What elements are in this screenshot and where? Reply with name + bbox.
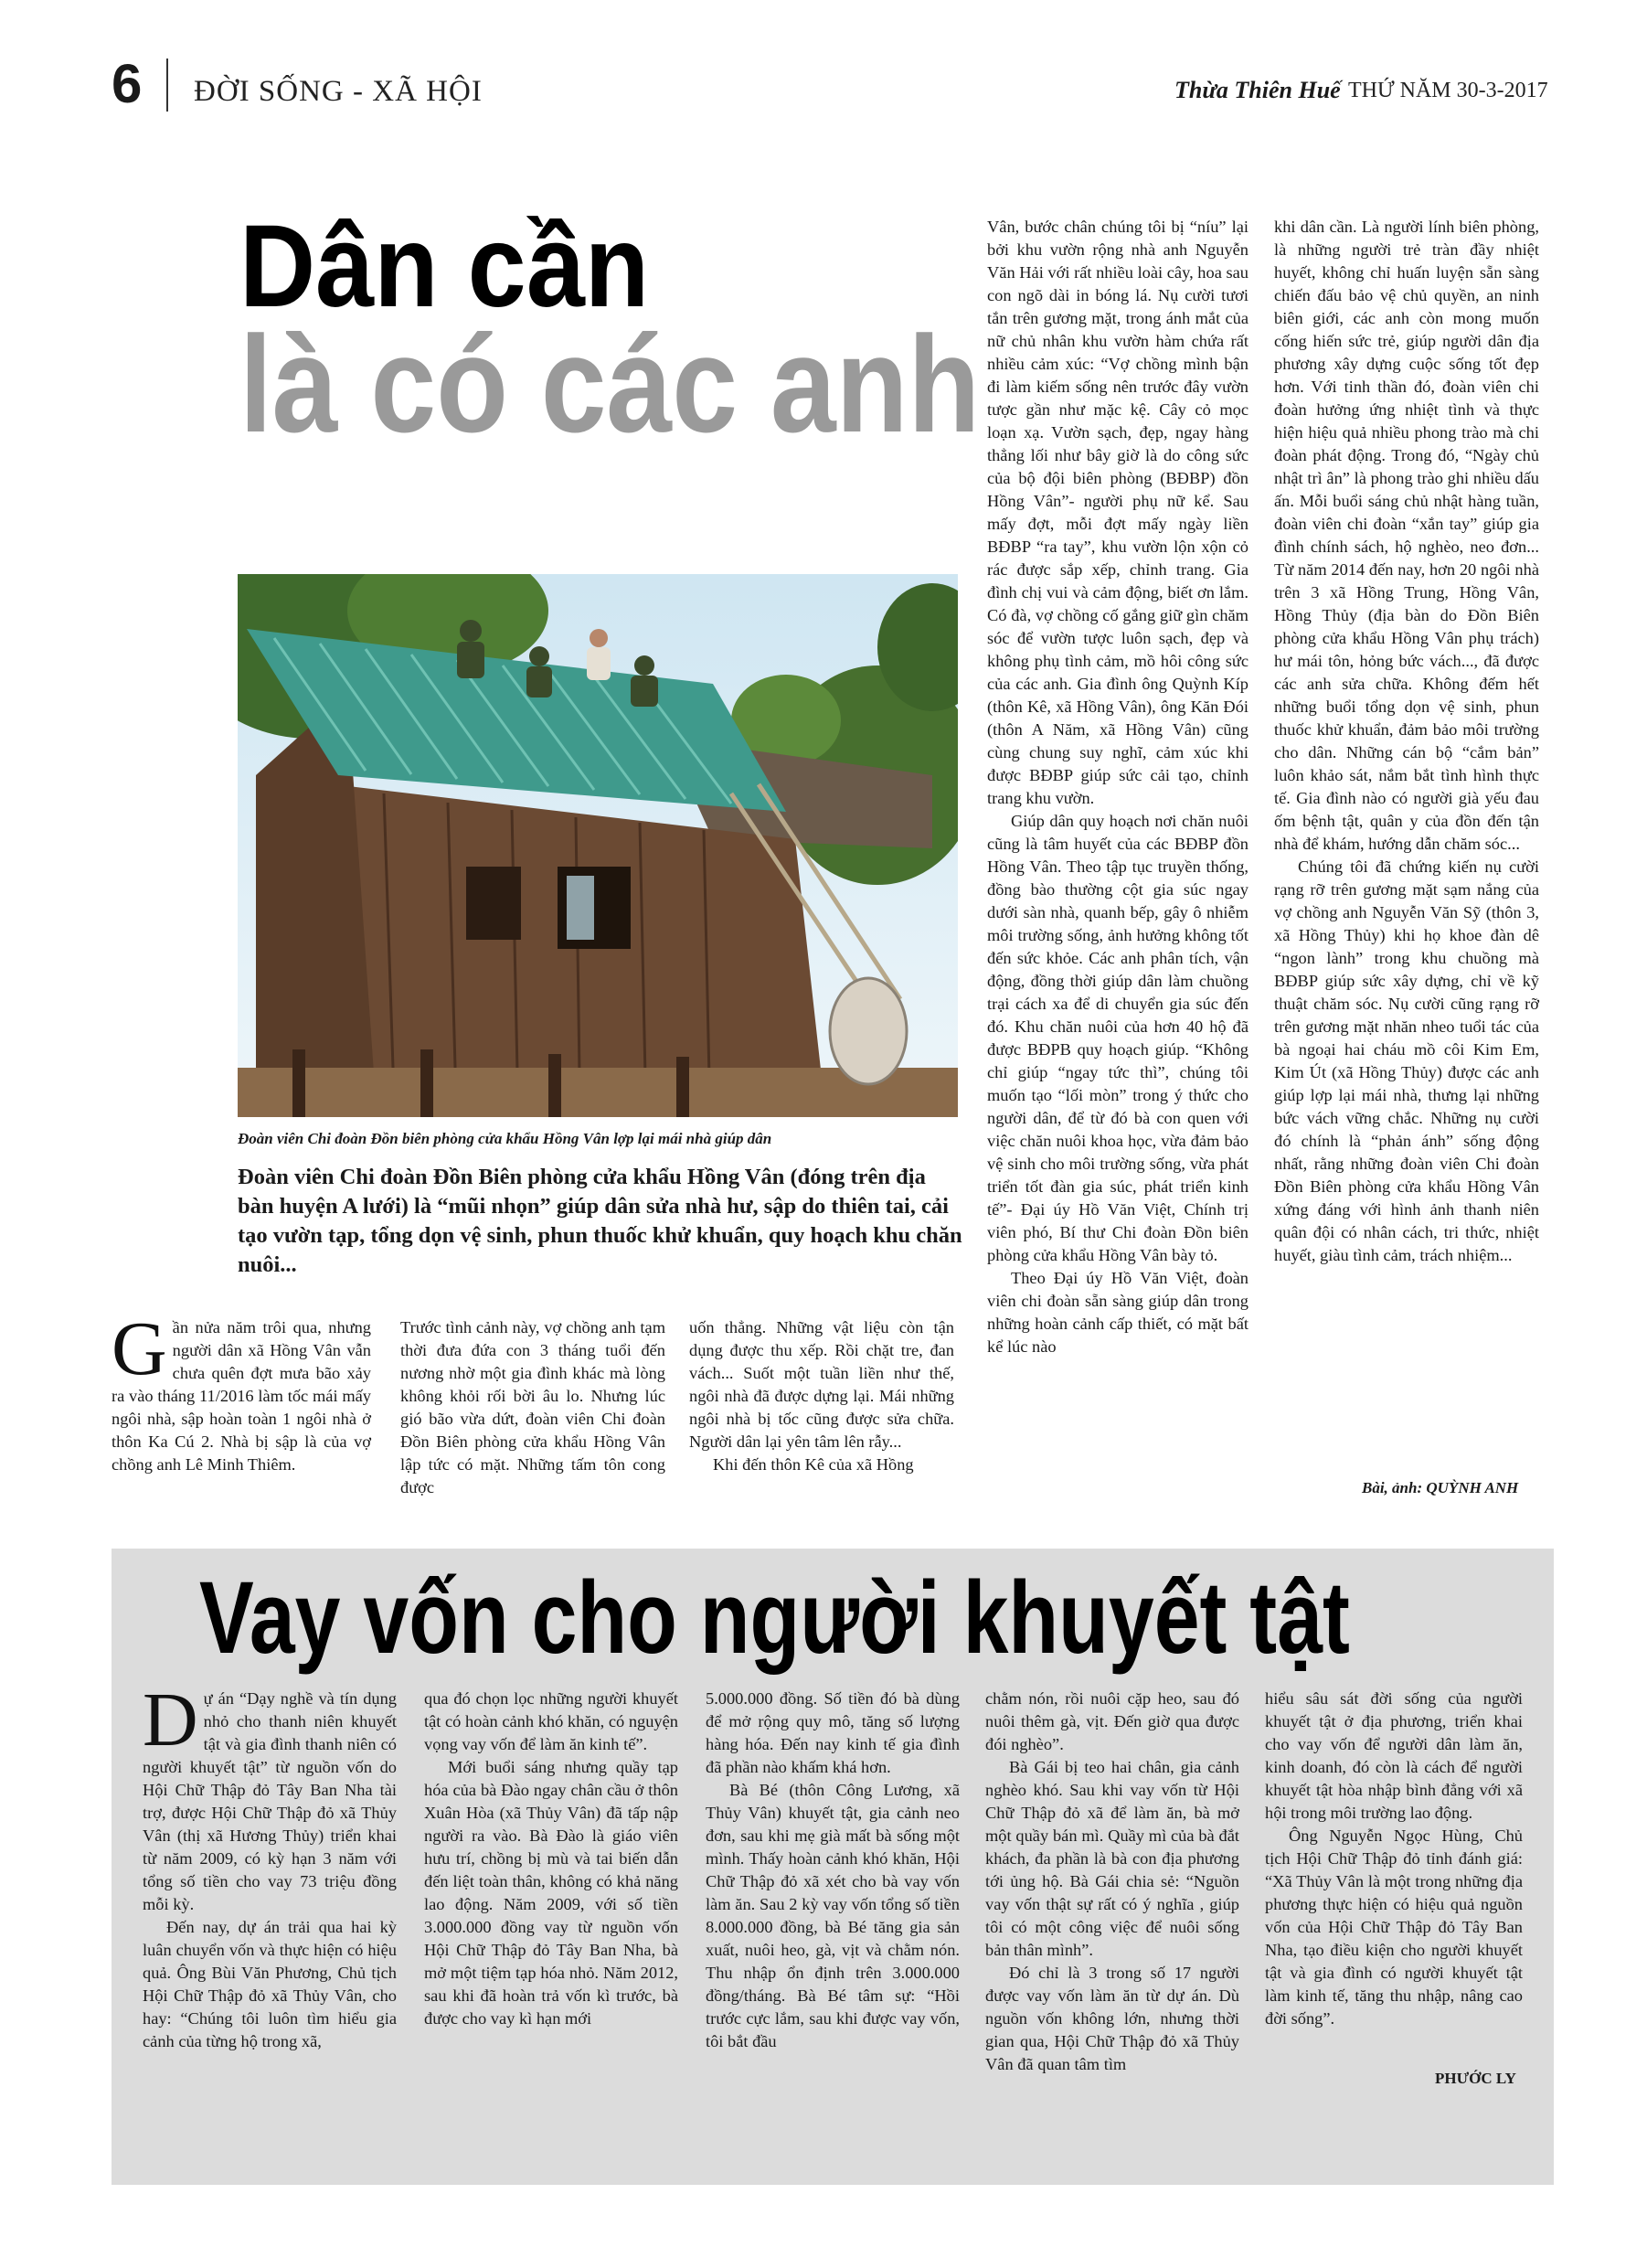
article2-column-5 bbox=[1265, 1688, 1523, 2030]
paragraph: Ông Nguyễn Ngọc Hùng, Chủ tịch Hội Chữ Thập đỏ tỉnh đánh giá: “Xã Thủy Vân là một trong những địa phương thực hiện có hiệu quả nguồn vốn của Hội Chữ Thập đỏ Tây Ban Nha, tạo điều kiện cho người khuyết tật và gia đình có người khuyết tật làm kinh tế, tăng thu nhập, nâng cao đời sống”. bbox=[1265, 1826, 1523, 2028]
paragraph: khi dân cần. Là người lính biên phòng, là những người trẻ tràn đầy nhiệt huyết, không chỉ huấn luyện sẵn sàng chiến đấu bảo vệ chủ quyền, an ninh biên giới, các anh còn mong muốn cống hiến sức trẻ, giúp người dân địa phương xây dựng cuộc sống tốt đẹp hơn. Với tinh thần đó, đoàn viên chi đoàn hưởng ứng nhiệt tình và thực hiện hiệu quả nhiều phong trào mà chi đoàn phát động. Trong đó, “Ngày chủ nhật trì ân” là phong trào ghi nhiều dấu ấn. Mỗi buổi sáng chủ nhật hàng tuần, đoàn viên chi đoàn “xắn tay” giúp gia đình chính sách, hộ nghèo, neo đơn... Từ năm 2014 đến nay, hơn 20 ngôi nhà trên 3 xã Hồng Trung, Hồng Vân, Hồng Thủy (địa bàn do Đồn Biên phòng cửa khẩu Hồng Vân phụ trách) hư mái tôn, hỏng bức vách..., đã được các anh sửa chữa. Không đếm hết những buổi tổng dọn vệ sinh, phun thuốc khử khuẩn, đảm bảo môi trường cho dân. Những cán bộ “cắm bản” luôn khảo sát, nắm bắt tình hình thực tế. Gia đình nào có người già yếu đau ốm bệnh tật, quân y của đồn đến tận nhà để khám, hướng dẫn chăm sóc... bbox=[1274, 218, 1539, 853]
paragraph: uốn thẳng. Những vật liệu còn tận dụng được thu xếp. Rồi chặt tre, đan vách... Suốt một tuần liền như thế, ngôi nhà đã được dựng lại. Mái những ngôi nhà bị tốc cũng được sửa chữa. Người dân lại yên tâm lên rẫy... bbox=[689, 1318, 954, 1451]
headline: Vay vốn cho người khuyết tật bbox=[199, 1560, 1350, 1675]
section-title: ĐỜI SỐNG - XÃ HỘI bbox=[194, 75, 483, 108]
paragraph: chằm nón, rồi nuôi cặp heo, sau đó nuôi thêm gà, vịt. Đến giờ qua được đói nghèo”. bbox=[985, 1689, 1239, 1753]
paragraph: Trước tình cảnh này, vợ chồng anh tạm thời đưa đứa con 3 tháng tuổi đến nương nhờ một gia đình khác mà lòng không khỏi rối bời âu lo. Nhưng lúc gió bão vừa dứt, đoàn viên Chi đoàn Đồn Biên phòng cửa khẩu Hồng Vân lập tức có mặt. Những tấm tôn cong được bbox=[400, 1318, 665, 1496]
paragraph: Khi đến thôn Kê của xã Hồng bbox=[713, 1455, 914, 1474]
paragraph: Giúp dân quy hoạch nơi chăn nuôi cũng là tâm huyết của các BĐBP đồn Hồng Vân. Theo tập tục truyền thống, đồng bào thường cột gia súc ngay dưới sàn nhà, quanh bếp, gây ô nhiễm môi trường sống, ảnh hưởng không tốt đến sức khỏe. Các anh phân tích, vận động, đồng thời giúp dân làm chuồng trại cách xa để di chuyển gia súc đến đó. Khu chăn nuôi của hơn 40 hộ đã được BĐPB quy hoạch giúp. “Không chỉ giúp “ngay tức thì”, chúng tôi muốn tạo “lối mòn” trong ý thức cho người dân, để từ đó bà con quen với việc chăn nuôi khoa học, vừa đảm bảo vệ sinh cho môi trường sống, vừa phát triển tốt đàn gia súc, phát triển kinh tế”- Đại úy Hồ Văn Việt, Chính trị viên phó, Bí thư Chi đoàn Đồn biên phòng cửa khẩu Hồng Vân bày tỏ. bbox=[987, 812, 1249, 1264]
byline: Bài, ảnh: QUỲNH ANH bbox=[1362, 1479, 1519, 1496]
article1-column-3 bbox=[689, 1316, 954, 1476]
paragraph: Chúng tôi đã chứng kiến nụ cười rạng rỡ trên gương mặt sạm nắng của vợ chồng anh Nguyễn Văn Sỹ (thôn 3, xã Hồng Thủy) khi họ khoe đàn dê “ngon lành” trong khu chuồng mà BĐBP giúp sức xây dựng, chỉ về kỹ thuật chăm sóc. Nụ cười cũng rạng rỡ trên gương mặt nhăn nheo tuổi tác của bà ngoại hai cháu mồ côi Kim Em, Kim Út (xã Hồng Thủy) được các anh giúp lợp lại mái nhà, thưng lại những bức vách vững chắc. Những nụ cười đó chính là “phản ánh” sống động nhất, rằng những đoàn viên Chi đoàn Đồn Biên phòng cửa khẩu Hồng Vân xứng đáng với hình ảnh thanh niên quân đội có nhân cách, tri thức, nhiệt huyết, giàu tình cảm, trách nhiệm... bbox=[1274, 857, 1539, 1264]
paragraph: hiểu sâu sát đời sống của người khuyết tật ở địa phương, triển khai cho vay vốn để người dân làm ăn, kinh doanh, đó còn là cách để người khuyết tật hòa nhập bình đẳng với xã hội trong môi trường lao động. bbox=[1265, 1689, 1523, 1822]
article1-column-2 bbox=[400, 1316, 665, 1499]
headline-line-1: Dân cần bbox=[239, 201, 650, 332]
paragraph: Bà Gái bị teo hai chân, gia cảnh nghèo khó. Sau khi vay vốn từ Hội Chữ Thập đỏ xã để làm ăn, bà mở một quầy bán mì. Quầy mì của bà đắt khách, đa phần là bà con địa phương tới ủng hộ. Bà Gái chia sẻ: “Nguồn vay vốn thật sự rất có ý nghĩa , giúp tôi có một công việc để nuôi sống bản thân mình”. bbox=[985, 1758, 1239, 1959]
article2-column-4 bbox=[985, 1688, 1239, 2076]
paragraph: Mới buổi sáng nhưng quầy tạp hóa của bà Đào ngay chân cầu ở thôn Xuân Hòa (xã Thủy Vân) đã tấp nập người ra vào. Bà Đào là giáo viên hưu trí, chồng bị mù và tai biến dẫn đến liệt toàn thân, không có khả năng lao động. Năm 2009, với số tiền 3.000.000 đồng vay từ nguồn vốn Hội Chữ Thập đỏ Tây Ban Nha, bà mở một tiệm tạp hóa nhỏ. Năm 2012, sau khi đã hoàn trả vốn kì trước, bà được cho vay kì hạn mới bbox=[424, 1758, 678, 2028]
headline-line-2: là có các anh bbox=[239, 307, 981, 461]
dropcap: D bbox=[143, 1677, 198, 1762]
paragraph: ần nửa năm trôi qua, nhưng người dân xã Hồng Vân vẫn chưa quên đợt mưa bão xảy ra vào tháng 11/2016 làm tốc mái mấy ngôi nhà, sập hoàn toàn 1 ngôi nhà ở thôn Ka Cú 2. Nhà bị sập là của vợ chồng anh Lê Minh Thiêm. bbox=[112, 1318, 371, 1474]
paragraph: Vân, bước chân chúng tôi bị “níu” lại bởi khu vườn rộng nhà anh Nguyễn Văn Hải với rất nhiều loài cây, hoa sau con ngõ dài in bóng lá. Nụ cười tươi tắn trên gương mặt, trong ánh mắt của nữ chủ nhân khu vườn hàm chứa rất nhiều cảm xúc: “Vợ chồng mình bận đi làm kiếm sống nên trước đây vườn tược gần như mặc kệ. Cây cỏ mọc loạn xạ. Vườn sạch, đẹp, ngay hàng thẳng lối như bây giờ là do công sức của bộ đội biên phòng (BĐBP) đồn Hồng Vân”- người phụ nữ kể. Sau mấy đợt, mỗi đợt mấy ngày liền BĐBP “ra tay”, khu vườn lộn xộn cỏ rác được sắp xếp, chỉnh trang. Gia đình chị vui và cảm động, biết ơn lắm. Có đà, vợ chồng cố gắng giữ gìn chăm sóc để vườn tược luôn sạch, đẹp và không phụ tình cảm, mồ hôi công sức của các anh. Gia đình ông Quỳnh Kíp (thôn Kê, xã Hồng Vân), ông Kăn Đói (thôn A Năm, xã Hồng Vân) cũng cùng chung suy nghĩ, cảm xúc khi được BĐBP giúp sức cải tạo, chỉnh trang khu vườn. bbox=[987, 218, 1249, 807]
photo-caption: Đoàn viên Chi đoàn Đồn biên phòng cửa khẩu Hồng Vân lợp lại mái nhà giúp dân bbox=[238, 1130, 772, 1147]
article1-column-1 bbox=[112, 1306, 371, 1476]
paragraph: qua đó chọn lọc những người khuyết tật có hoàn cảnh khó khăn, có nguyện vọng vay vốn để làm ăn kinh tế”. bbox=[424, 1689, 678, 1753]
newspaper-name: Thừa Thiên Huế bbox=[1174, 77, 1341, 103]
paragraph: 5.000.000 đồng. Số tiền đó bà dùng để mở rộng quy mô, tăng số lượng hàng hóa. Đến nay kinh tế gia đình đã phần nào khấm khá hơn. bbox=[706, 1689, 960, 1776]
paragraph: Theo Đại úy Hồ Văn Việt, đoàn viên chi đoàn sẵn sàng giúp dân trong những hoàn cảnh cấp thiết, có mặt bất kể lúc nào bbox=[987, 1269, 1249, 1356]
article-photo bbox=[238, 574, 958, 1117]
article2-column-1 bbox=[143, 1677, 397, 2053]
paragraph: Đến nay, dự án trải qua hai kỳ luân chuyển vốn và thực hiện có hiệu quả. Ông Bùi Văn Phương, Chủ tịch Hội Chữ Thập đỏ xã Thủy Vân, cho hay: “Chúng tôi luôn tìm hiểu gia cảnh của từng hộ trong xã, bbox=[143, 1918, 397, 2050]
byline: PHƯỚC LY bbox=[1435, 2070, 1516, 2087]
article2-column-3 bbox=[706, 1688, 960, 2053]
paragraph: Bà Bé (thôn Công Lương, xã Thủy Vân) khuyết tật, gia cảnh neo đơn, sau khi mẹ già mất bà sống một mình. Thấy hoàn cảnh khó khăn, Hội Chữ Thập đỏ xã xét cho bà vay vốn làm ăn. Sau 2 kỳ vay vốn tổng số tiền 8.000.000 đồng, bà Bé tăng gia sản xuất, nuôi heo, gà, vịt và chằm nón. Thu nhập ổn định trên 3.000.000 đồng/tháng. Bà Bé tâm sự: “Hồi trước cực lắm, sau khi được vay vốn, tôi bắt đầu bbox=[706, 1781, 960, 2050]
article2-column-2 bbox=[424, 1688, 678, 2030]
house-roof-photo bbox=[238, 574, 958, 1117]
paragraph: ự án “Dạy nghề và tín dụng nhỏ cho thanh niên khuyết tật và gia đình thanh niên có người khuyết tật” từ nguồn vốn do Hội Chữ Thập đỏ Tây Ban Nha tài trợ, được Hội Chữ Thập đỏ xã Thủy Vân (thị xã Hương Thủy) triển khai từ năm 2009, có kỳ hạn 3 năm với tổng số tiền cho vay 73 triệu đồng mỗi kỳ. bbox=[143, 1689, 397, 1913]
article-lede: Đoàn viên Chi đoàn Đồn Biên phòng cửa khẩu Hồng Vân (đóng trên địa bàn huyện A lưới) là “mũi nhọn” giúp dân sửa nhà hư, sập do thiên tai, cải tạo vườn tạp, tổng dọn vệ sinh, phun thuốc khử khuẩn, quy hoạch khu chăn nuôi... bbox=[238, 1165, 962, 1277]
page-number: 6 bbox=[112, 53, 143, 114]
header-divider bbox=[166, 59, 168, 112]
paragraph: Đó chỉ là 3 trong số 17 người được vay vốn làm ăn từ dự án. Dù nguồn vốn không lớn, nhưng thời gian qua, Hội Chữ Thập đỏ xã Thủy Vân đã quan tâm tìm bbox=[985, 1964, 1239, 2073]
article1-column-5 bbox=[1274, 216, 1539, 1267]
dropcap: G bbox=[112, 1306, 167, 1391]
article1-column-4 bbox=[987, 216, 1249, 1358]
issue-date: THỨ NĂM 30-3-2017 bbox=[1348, 79, 1548, 102]
